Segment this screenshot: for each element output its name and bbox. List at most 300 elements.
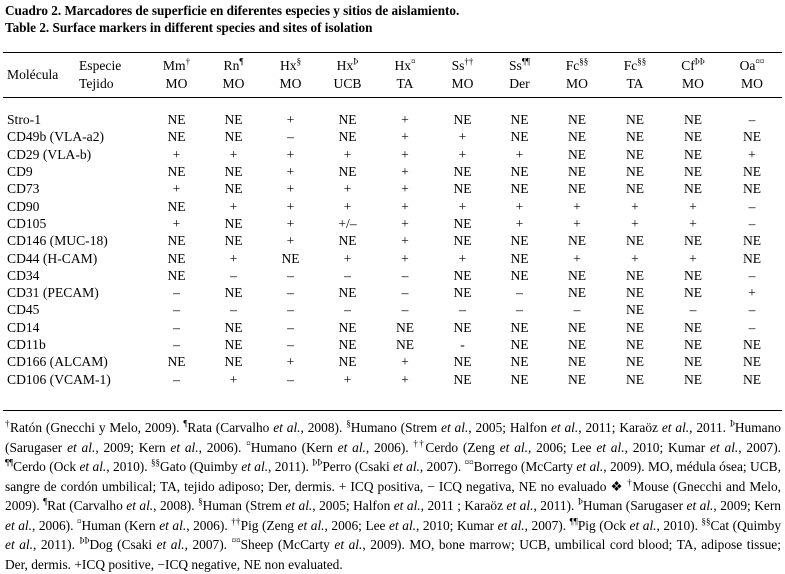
marker-value: NE [683,337,703,352]
et-al: et al. [499,439,528,455]
marker-value: – [287,129,294,145]
column-species: Fc§§ [565,55,589,73]
column-tissue: MO [222,75,245,91]
species-tissue-header [79,53,148,96]
footnote-item: ¶Rata (Carvalho et al., 2008). [183,418,343,435]
marker-value: + [401,233,409,249]
table-row [3,319,782,336]
marker-value: NE [453,354,472,370]
et-al: et al. [67,439,96,455]
table-row [3,111,782,128]
marker-value: – [173,302,180,318]
marker-value: + [515,215,524,231]
marker-value: NE [453,215,472,231]
marker-value: NE [453,112,472,128]
marker-value: + [748,146,756,162]
marker-value: NE [338,233,357,249]
marker-value: – [287,371,294,387]
marker-value: + [401,129,409,145]
marker-value: – [689,302,697,318]
marker-value: NE [683,181,703,197]
marker-value: NE [510,250,529,266]
marker-value: + [172,215,181,231]
footnote-item: ¶¶Pig (Ock et al., 2010). [569,516,698,533]
marker-value: NE [338,337,357,352]
marker-value: + [172,146,181,162]
et-al: et al. [497,517,525,533]
marker-value: NE [224,129,243,145]
footnote-item: §§Gato (Quimby et al., 2011). [151,457,309,474]
marker-value: – [230,267,237,283]
et-al: et al. [389,517,417,533]
marker-value: NE [742,233,762,249]
marker-value: NE [567,371,587,387]
marker-value: – [287,319,294,335]
marker-value: + [689,215,697,231]
marker-value: NE [625,129,645,145]
marker-value: NE [683,112,703,128]
marker-value: NE [625,371,645,387]
column-header [548,53,606,96]
marker-value: NE [167,233,186,249]
marker-value: NE [625,146,645,162]
marker-value: + [286,233,295,249]
et-al: et al. [337,439,366,455]
marker-value: NE [567,112,587,128]
marker-value: + [401,250,409,266]
marker-value: NE [683,164,703,180]
marker-value: + [286,146,295,162]
molecule-name: CD146 (MUC-18) [7,233,108,249]
column-species: Ss†† [451,55,474,73]
column-header [319,53,376,96]
footnote-item: ¤Human (Kern et al., 2006). [77,516,228,533]
et-al: et al. [506,498,534,513]
footnote-symbol: † [185,55,191,66]
column-species: Hx§ [279,55,302,73]
marker-value: NE [224,233,243,249]
marker-value: NE [510,354,529,370]
marker-value: NE [338,129,357,145]
marker-value: – [344,302,351,318]
column-species: Mm† [162,55,191,73]
marker-value: NE [510,319,529,335]
molecule-name: CD166 (ALCAM) [7,354,108,370]
marker-value: + [343,146,352,162]
footnote-symbol: ¶¶ [5,457,14,468]
et-al: et al. [79,459,107,474]
footnote-item: †Ratón (Gnecchi y Melo, 2009). [5,418,180,435]
footnote-symbol: ÞÞ [312,457,323,468]
table-row [3,232,782,249]
footnote-symbol: § [296,55,302,66]
et-al: et al. [576,459,604,474]
marker-value: NE [683,371,703,387]
marker-value: NE [510,181,529,197]
footnote-symbol: Þ [353,55,359,66]
marker-value: NE [567,267,587,283]
marker-value: NE [338,112,357,128]
marker-value: NE [683,319,703,335]
column-tissue: MO [741,75,763,91]
separator-glyph: ❖ [610,478,624,494]
footnote-symbol: ¶ [43,496,48,507]
marker-value: +/– [338,215,357,231]
marker-value: NE [453,267,472,283]
marker-value: NE [167,267,186,283]
et-al: et al. [126,498,154,513]
marker-value: + [689,250,697,266]
marker-value: – [344,267,351,283]
marker-value: NE [224,181,243,197]
marker-value: NE [742,371,762,387]
column-header [434,53,491,96]
marker-value: NE [625,319,645,335]
molecule-name: CD45 [7,302,40,318]
marker-value: + [401,354,409,370]
table-row [3,197,782,214]
footnote-symbol: ¶¶ [569,516,578,527]
marker-value: – [287,285,294,301]
et-al: et al. [596,439,625,455]
footnote-item: $^{ÞÞ}$Perro (Csaki et al., 2007). [312,457,462,474]
abbrev-en: MO, bone marrow; UCB, umbilical cord blood; TA, adipose tissue; Der, dermis. +ICQ positive, −ICQ negative, NE non evaluated. [5,537,781,572]
molecule-name: CD31 (PECAM) [7,285,99,301]
marker-value: NE [395,319,415,335]
footnote-item: ¤Humano (Kern et al., 2006). [246,438,409,455]
table-row [3,267,782,284]
marker-value: – [516,285,523,301]
marker-value: NE [625,302,645,318]
footnote-symbol: Þ [729,418,735,429]
footnote-item: ¶¶Cerdo (Ock et al., 2010). [5,457,148,474]
marker-value: – [401,267,409,283]
marker-value: + [689,198,697,214]
marker-value: + [286,215,295,231]
marker-value: NE [167,112,186,128]
footnote-symbol: † [627,477,633,488]
marker-value: + [458,129,467,145]
footnote-item: §§Cat (Quimby et al., 2011). [5,516,782,552]
column-header [491,53,548,96]
table-row [3,370,782,387]
marker-value: NE [742,354,762,370]
footnote-symbol: ¤¤ [464,457,474,468]
et-al: et al. [686,498,714,513]
marker-value: NE [683,267,703,283]
molecule-name: CD106 (VCAM-1) [7,371,111,387]
marker-value: NE [683,129,703,145]
marker-value: NE [510,112,529,128]
molecule-name: CD34 [7,267,40,283]
et-al: et al. [297,517,325,533]
et-al: et al. [393,459,420,474]
marker-value: + [458,250,467,266]
marker-value: NE [567,146,587,162]
table-row [3,353,782,370]
footnote-item: $^Þ$Human (Sarugaser et al., 2009; Kern et al., 2006). [5,496,781,533]
footnote-symbol: ¶ [239,55,244,66]
column-tissue: MO [682,75,704,91]
marker-value: NE [281,250,300,266]
table-row [3,128,782,145]
marker-value: + [631,198,639,214]
footnote-symbol: †† [231,516,241,527]
marker-value: + [401,371,409,387]
column-tissue: TA [396,75,414,91]
marker-value: – [401,302,409,318]
marker-value: NE [167,198,186,214]
column-header [606,53,664,96]
marker-value: + [515,198,524,214]
marker-value: + [286,112,295,128]
marker-value: NE [625,233,645,249]
column-tissue: MO [451,75,474,91]
footnote-symbol: ¤¤ [231,535,241,546]
marker-value: + [229,198,238,214]
marker-value: – [173,337,180,352]
footnote-item: $^{ÞÞ}$Dog (Csaki et al., 2007). [79,535,228,552]
footnote-symbol: †† [413,438,426,449]
molecule-name: CD14 [7,319,40,335]
column-header [262,53,319,96]
marker-value: – [173,285,180,301]
column-species: Hx¤ [394,55,416,73]
marker-value: NE [395,337,415,352]
header-row [3,53,782,96]
marker-value: + [573,198,581,214]
marker-value: NE [338,164,357,180]
marker-value: – [230,302,237,318]
marker-value: NE [625,267,645,283]
et-al: et al. [334,537,363,552]
et-al: et al. [5,537,33,552]
marker-value: NE [567,337,587,352]
footnote-item: ¤¤Sheep (McCarty et al., 2009). [231,535,405,552]
bottom-rule [3,410,782,411]
footnote-symbol: ¶ [183,418,188,429]
molecule-name: CD90 [7,198,40,214]
footnote-symbol: ÞÞ [79,535,90,546]
footnote-symbol: ¤ [411,55,416,66]
column-species: $Cf^{ÞÞ}$ [681,55,705,73]
footnote-symbol: ¤¤ [755,55,765,66]
column-tissue: MO [165,75,188,91]
column-header [664,53,722,96]
marker-value: NE [453,233,472,249]
marker-value: NE [683,146,703,162]
marker-value: – [516,302,523,318]
marker-value: NE [567,181,587,197]
marker-value: NE [167,354,186,370]
molecule-name: CD9 [7,164,33,180]
et-al: et al. [285,498,313,513]
footnote-item: §Humano (Strem et al., 2005; Halfon et al., 2011; Karaöz et al., 2011. [346,418,726,435]
marker-value: NE [625,164,645,180]
marker-value: NE [453,319,472,335]
footnotes [5,418,781,574]
column-header [376,53,434,96]
marker-value: NE [742,250,762,266]
et-al: et al. [441,420,469,435]
footnote-item: §Human (Strem et al., 2005; Halfon et al., 2011 ; Karaöz et al., 2011). [198,496,575,513]
column-header [148,53,205,96]
marker-value: – [748,302,756,318]
marker-value: NE [338,354,357,370]
table-row [3,249,782,266]
marker-value: – [287,337,294,352]
column-tissue: MO [279,75,302,91]
marker-value: + [343,371,352,387]
marker-value: NE [510,371,529,387]
table-row [3,180,782,197]
table-body [3,111,782,388]
marker-value: – [748,112,756,128]
footnote-symbol: § [198,496,203,507]
marker-value: NE [742,337,762,352]
et-al: et al. [629,517,657,533]
molecule-name: CD105 [7,215,47,231]
marker-value: – [459,302,466,318]
column-header [722,53,782,96]
marker-value: – [748,267,756,283]
marker-value: NE [625,181,645,197]
column-species: Fc§§ [623,55,647,73]
marker-value: NE [224,112,243,128]
molecule-name: Stro-1 [7,112,41,128]
marker-value: - [460,337,465,352]
footnote-symbol: ÞÞ [694,55,705,66]
marker-value: NE [224,354,243,370]
marker-value: – [573,302,581,318]
abbrev-es: MO, médula ósea; UCB, sangre de cordón umbilical; TA, tejido adiposo; Der, dermis. + ICQ positiva, − ICQ negativa, NE no evaluado [5,459,781,494]
et-al: et al. [241,459,269,474]
marker-value: – [287,302,294,318]
marker-value: + [401,164,409,180]
marker-value: + [401,146,409,162]
marker-value: NE [625,285,645,301]
molecule-name: CD11b [7,337,46,352]
marker-value: + [229,371,238,387]
footnotes-text [5,418,781,574]
molecule-name: CD73 [7,181,40,197]
marker-value: NE [625,337,645,352]
marker-value: NE [742,129,762,145]
footnote-symbol: §§ [701,516,711,527]
marker-value: NE [683,285,703,301]
footnote-item: ††Pig (Zeng et al., 2006; Lee et al., 2010; Kumar et al., 2007). [231,516,567,533]
molecule-name: CD44 (H-CAM) [7,250,98,266]
marker-value: NE [224,215,243,231]
marker-value: + [286,354,295,370]
marker-value: NE [567,233,587,249]
footnote-symbol: ¶¶ [521,55,530,66]
marker-value: NE [224,337,243,352]
footnote-item: $^Þ$Humano (Sarugaser et al., 2009; Kern et al., 2006). [5,418,782,455]
marker-value: + [515,146,524,162]
species-label: Especie [79,57,122,73]
column-tissue: UCB [333,75,362,91]
footnote-symbol: † [5,418,11,429]
marker-value: NE [510,129,529,145]
surface-markers-table [3,53,782,388]
footnote-item: ¤¤Borrego (McCarty et al., 2009). [464,457,645,474]
marker-value: – [173,371,180,387]
marker-value: + [401,198,409,214]
footnote-item: †Mouse (Gnecchi and Melo, 2009). [5,477,781,513]
molecule-header: Molécula [7,66,59,82]
column-tissue: MO [566,75,588,91]
marker-value: NE [567,319,587,335]
marker-value: + [286,181,295,197]
table-row [3,284,782,301]
marker-value: – [748,319,756,335]
footnote-symbol: § [346,418,351,429]
et-al: et al. [710,439,739,455]
column-tissue: Der [509,75,530,91]
marker-value: NE [742,164,762,180]
marker-value: – [748,198,756,214]
et-al: et al. [273,420,301,435]
column-tissue: TA [626,75,644,91]
footnote-symbol: §§ [637,55,647,66]
et-al: et al. [550,420,579,435]
marker-value: + [458,146,467,162]
marker-value: NE [567,354,587,370]
marker-value: + [401,181,409,197]
marker-value: NE [567,164,587,180]
marker-value: + [748,285,756,301]
et-al: et al. [661,420,690,435]
marker-value: NE [453,181,472,197]
marker-value: NE [625,112,645,128]
footnote-symbol: †† [464,55,474,66]
marker-value: NE [567,129,587,145]
footnote-item: ††Cerdo (Zeng et al., 2006; Lee et al., 2010; Kumar et al., 2007). [413,438,782,455]
et-al: et al. [170,439,199,455]
marker-value: + [631,215,639,231]
marker-value: NE [510,164,529,180]
marker-value: NE [742,181,762,197]
marker-value: + [631,250,639,266]
marker-value: NE [510,337,529,352]
table-row [3,163,782,180]
marker-value: + [573,250,581,266]
marker-value: + [286,198,295,214]
footnote-symbol: ¤ [246,438,251,449]
marker-value: + [343,250,352,266]
marker-value: + [229,146,238,162]
marker-value: + [343,198,352,214]
footnote-symbol: §§ [151,457,161,468]
molecule-name: CD29 (VLA-b) [7,146,92,162]
marker-value: + [573,215,581,231]
table-row [3,215,782,232]
molecule-name: CD49b (VLA-a2) [7,129,105,145]
table-row [3,301,782,318]
marker-value: NE [453,285,472,301]
marker-value: NE [167,164,186,180]
marker-value: NE [224,285,243,301]
column-species: Rn¶ [223,55,244,73]
marker-value: NE [224,164,243,180]
table-row [3,336,782,353]
et-al: et al. [159,517,187,533]
title-spanish: Cuadro 2. Marcadores de superficie en diferentes especies y sitios de aislamiento. [5,3,460,18]
marker-value: + [286,164,295,180]
marker-value: + [401,112,409,128]
marker-value: NE [167,250,186,266]
